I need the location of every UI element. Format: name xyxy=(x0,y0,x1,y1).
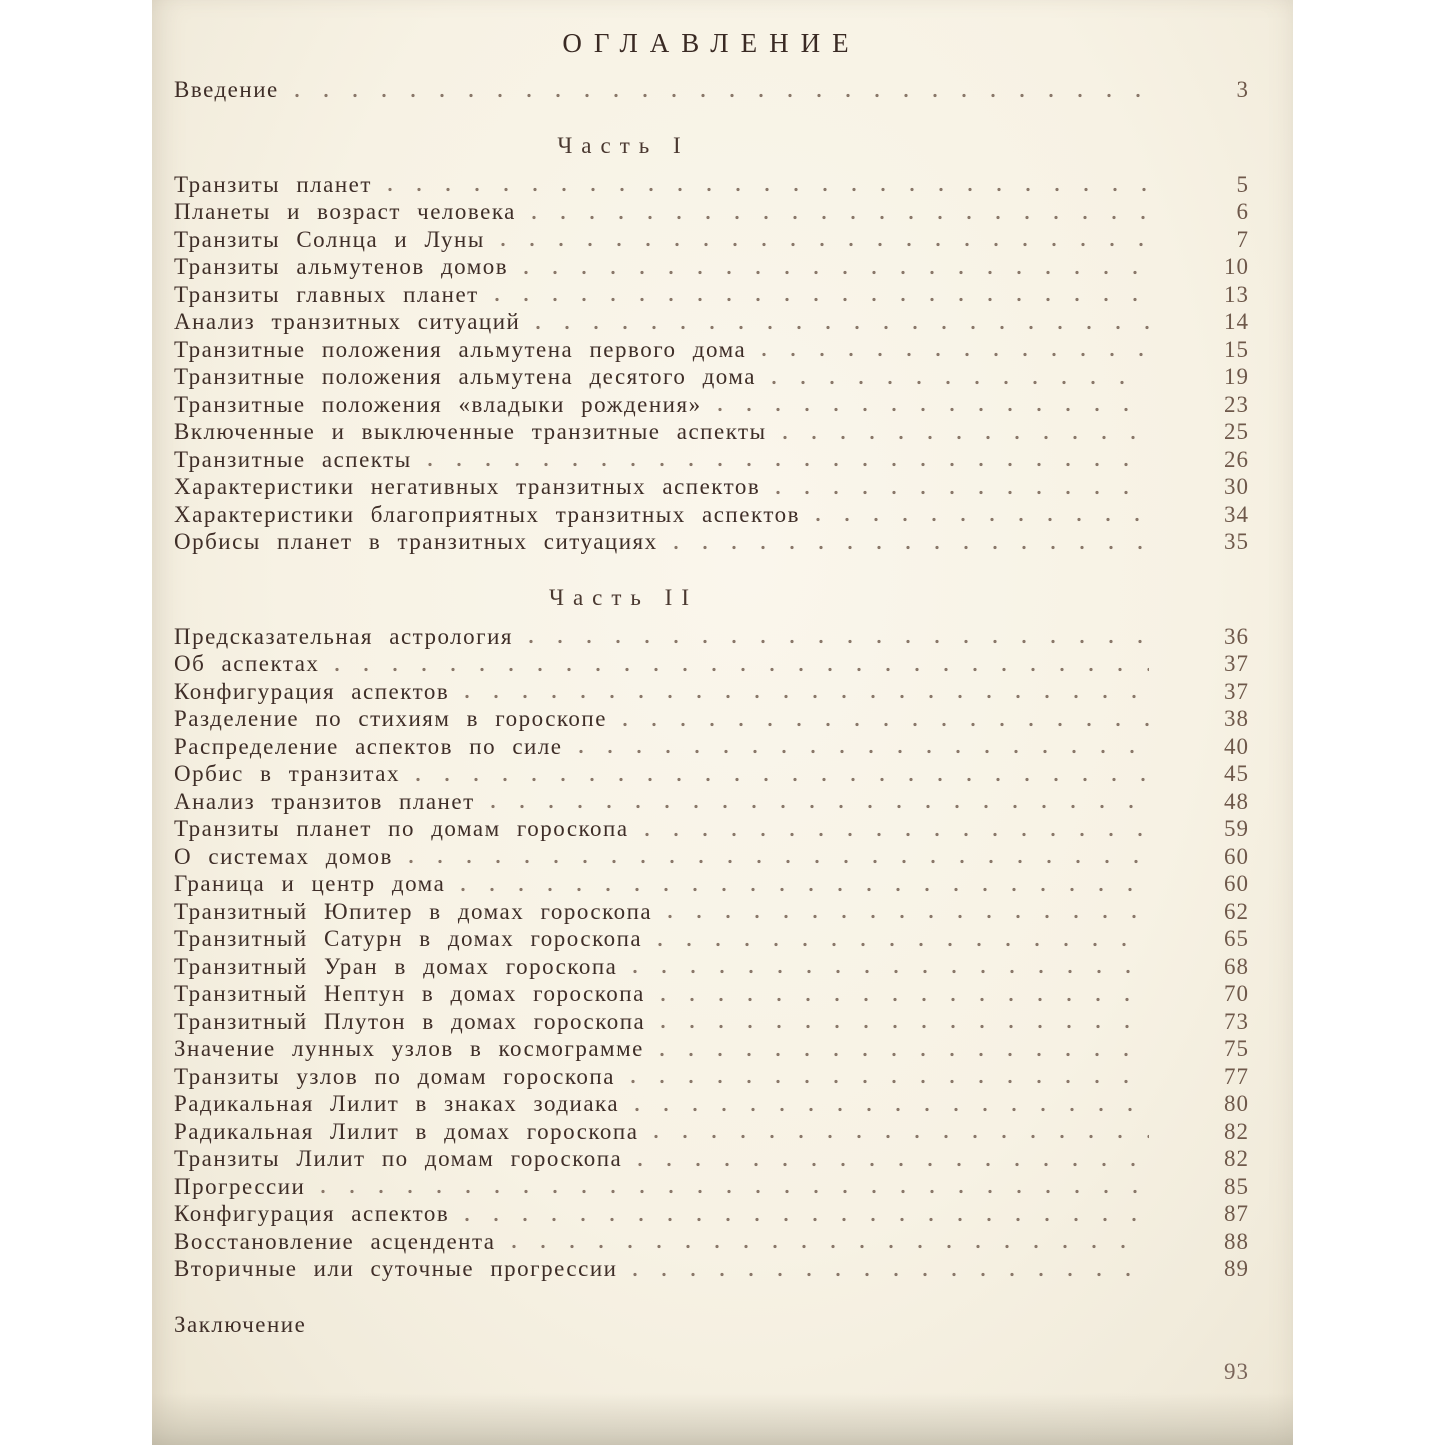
toc-entry-title: Анализ транзитных ситуаций xyxy=(174,309,521,334)
dot-leader xyxy=(579,749,1149,754)
toc-entry-title: Транзиты Лилит по домам гороскопа xyxy=(174,1146,623,1171)
toc-entry-page: 19 xyxy=(1224,364,1249,389)
dot-leader xyxy=(416,777,1149,782)
toc-entry-title: Об аспектах xyxy=(174,651,320,676)
dot-leader xyxy=(335,667,1149,672)
toc-entry-page: 89 xyxy=(1224,1256,1249,1281)
toc-entry-page: 59 xyxy=(1224,816,1249,841)
toc-entry xyxy=(174,529,1249,557)
toc-entry-title: Транзиты планет по домам гороскопа xyxy=(174,816,629,841)
toc-entry-title: Транзитный Плутон в домах гороскопа xyxy=(174,1008,646,1034)
toc-entry-title: Разделение по стихиям в гороскопе xyxy=(174,706,607,731)
dot-leader xyxy=(491,804,1149,809)
toc-entry-title: Радикальная Лилит в знаках зодиака xyxy=(174,1091,620,1116)
table-of-contents xyxy=(152,0,1293,1385)
part2-heading: Часть II xyxy=(549,584,698,610)
toc-entry xyxy=(174,1009,1249,1037)
toc-entry-title: Транзитные положения альмутена десятого дома xyxy=(174,364,756,389)
toc-entry-page: 93 xyxy=(1224,1359,1249,1384)
toc-entry xyxy=(174,871,1249,899)
toc-entry-conclusion xyxy=(174,1312,1249,1340)
dot-leader xyxy=(645,832,1149,837)
dot-leader xyxy=(674,545,1149,550)
toc-entry-title: Граница и центр дома xyxy=(174,871,446,896)
toc-entry xyxy=(174,337,1249,365)
toc-entry-page: 85 xyxy=(1224,1173,1249,1199)
toc-entry-title: О системах домов xyxy=(174,843,393,869)
dot-leader xyxy=(495,297,1149,302)
toc-entry xyxy=(174,1256,1249,1284)
dot-leader xyxy=(461,887,1149,892)
dot-leader xyxy=(762,352,1149,357)
toc-entry xyxy=(174,1119,1249,1147)
toc-entry xyxy=(174,227,1249,255)
toc-entry-page: 15 xyxy=(1224,336,1249,362)
toc-entry xyxy=(174,392,1249,420)
dot-leader xyxy=(772,380,1149,385)
toc-entry xyxy=(174,651,1249,679)
toc-entry-title: Распределение аспектов по силе xyxy=(174,733,563,759)
dot-leader xyxy=(631,1079,1149,1084)
toc-entry xyxy=(174,282,1249,310)
toc-entry-page: 82 xyxy=(1224,1146,1249,1171)
toc-entry-title: Транзиты альмутенов домов xyxy=(174,254,509,279)
dot-leader xyxy=(524,270,1149,275)
dot-leader xyxy=(660,1052,1149,1057)
toc-entry-page: 82 xyxy=(1224,1118,1249,1144)
toc-entry xyxy=(174,447,1249,475)
toc-entry-page: 30 xyxy=(1224,474,1249,499)
dot-leader xyxy=(658,942,1149,947)
dot-leader xyxy=(638,1162,1149,1167)
toc-entry-title: Транзиты планет xyxy=(174,171,372,197)
toc-entry xyxy=(174,926,1249,954)
toc-entry-page: 23 xyxy=(1224,391,1249,417)
toc-entry-title: Значение лунных узлов в космограмме xyxy=(174,1036,644,1061)
toc-entry-page: 73 xyxy=(1224,1008,1249,1034)
dot-leader xyxy=(532,215,1149,220)
toc-entry-title: Включенные и выключенные транзитные аспекты xyxy=(174,419,767,444)
toc-entry xyxy=(174,1064,1249,1092)
toc-entry xyxy=(174,1091,1249,1119)
toc-entry-title: Транзитный Нептун в домах гороскопа xyxy=(174,981,645,1006)
dot-leader xyxy=(661,1024,1149,1029)
dot-leader xyxy=(783,435,1149,440)
toc-entry-page: 75 xyxy=(1224,1036,1249,1061)
toc-entry-title: Транзиты главных планет xyxy=(174,281,479,307)
toc-entry xyxy=(174,789,1249,817)
dot-leader xyxy=(409,859,1149,864)
dot-leader xyxy=(536,325,1149,330)
toc-entry-title: Вторичные или суточные прогрессии xyxy=(174,1256,618,1281)
toc-entry-page: 45 xyxy=(1224,761,1249,786)
dot-leader xyxy=(668,914,1149,919)
toc-entry-title: Прогрессии xyxy=(174,1173,306,1199)
toc-entry-page: 10 xyxy=(1224,254,1249,279)
dot-leader xyxy=(465,1217,1149,1222)
toc-entry-page: 48 xyxy=(1224,788,1249,814)
toc-entry-page: 37 xyxy=(1224,678,1249,704)
toc-entry-page: 3 xyxy=(1236,77,1249,102)
toc-entry xyxy=(174,199,1249,227)
toc-entry-title: Заключение xyxy=(174,1311,307,1337)
toc-entry-title: Транзитные аспекты xyxy=(174,446,412,472)
toc-entry xyxy=(174,954,1249,982)
toc-entry-title: Транзитные положения альмутена первого дома xyxy=(174,336,747,362)
toc-entry-title: Введение xyxy=(174,77,279,102)
toc-entry xyxy=(174,1174,1249,1202)
dot-leader xyxy=(623,722,1149,727)
dot-leader xyxy=(465,694,1149,699)
toc-entry xyxy=(174,734,1249,762)
toc-entry-title: Восстановление асцендента xyxy=(174,1228,496,1254)
toc-entry xyxy=(174,1229,1249,1257)
toc-entry-page: 5 xyxy=(1236,171,1249,197)
toc-entry-title: Анализ транзитов планет xyxy=(174,788,475,814)
toc-entry-page: 35 xyxy=(1224,529,1249,554)
toc-entry xyxy=(174,254,1249,282)
dot-leader xyxy=(635,1107,1149,1112)
toc-entry xyxy=(174,624,1249,652)
dot-leader xyxy=(428,462,1149,467)
toc-entry-title: Транзитный Юпитер в домах гороскопа xyxy=(174,898,653,924)
toc-entry xyxy=(174,1146,1249,1174)
dot-leader xyxy=(661,997,1149,1002)
toc-part1-list xyxy=(174,172,1249,557)
toc-entry-title: Транзитный Сатурн в домах гороскопа xyxy=(174,926,643,951)
toc-part2-list xyxy=(174,624,1249,1284)
toc-entry-page: 40 xyxy=(1224,733,1249,759)
toc-entry-title: Транзиты узлов по домам гороскопа xyxy=(174,1063,615,1089)
dot-leader xyxy=(512,1244,1149,1249)
dot-leader xyxy=(816,517,1149,522)
toc-entry-page: 7 xyxy=(1236,226,1249,252)
toc-entry-title: Конфигурация аспектов xyxy=(174,1201,450,1226)
toc-entry-title: Планеты и возраст человека xyxy=(174,199,516,224)
toc-entry-title: Характеристики благоприятных транзитных аспектов xyxy=(174,501,800,527)
toc-entry-page: 62 xyxy=(1224,898,1249,924)
toc-entry xyxy=(174,679,1249,707)
dot-leader xyxy=(633,969,1149,974)
toc-entry xyxy=(174,899,1249,927)
dot-leader xyxy=(718,407,1149,412)
book-page xyxy=(152,0,1293,1445)
page-title: ОГЛАВЛЕНИЕ xyxy=(562,28,861,58)
toc-entry xyxy=(174,419,1249,447)
toc-entry xyxy=(174,172,1249,200)
toc-entry-page: 14 xyxy=(1224,309,1249,334)
dot-leader xyxy=(633,1272,1149,1277)
toc-entry-page: 38 xyxy=(1224,706,1249,731)
toc-entry-page: 65 xyxy=(1224,926,1249,951)
dot-leader xyxy=(321,1189,1149,1194)
toc-entry xyxy=(174,1201,1249,1229)
toc-entry-page: 34 xyxy=(1224,501,1249,527)
toc-entry xyxy=(174,502,1249,530)
toc-entry-page: 13 xyxy=(1224,281,1249,307)
toc-entry-page: 80 xyxy=(1224,1091,1249,1116)
toc-entry xyxy=(174,981,1249,1009)
toc-entry xyxy=(174,1036,1249,1064)
toc-entry-intro xyxy=(174,77,1249,105)
toc-entry-page: 77 xyxy=(1224,1063,1249,1089)
dot-leader xyxy=(295,93,1149,98)
toc-entry-title: Предсказательная астрология xyxy=(174,623,513,649)
toc-entry xyxy=(174,816,1249,844)
dot-leader xyxy=(501,242,1149,247)
toc-entry-title: Транзитные положения «владыки рождения» xyxy=(174,391,702,417)
toc-entry-page: 87 xyxy=(1224,1201,1249,1226)
toc-entry-title: Характеристики негативных транзитных аспектов xyxy=(174,474,761,499)
toc-entry-page: 60 xyxy=(1224,871,1249,896)
toc-entry-title: Транзитный Уран в домах гороскопа xyxy=(174,953,618,979)
toc-entry xyxy=(174,364,1249,392)
toc-entry xyxy=(174,844,1249,872)
toc-entry-page: 26 xyxy=(1224,446,1249,472)
toc-entry xyxy=(174,706,1249,734)
dot-leader xyxy=(529,639,1149,644)
dot-leader xyxy=(654,1134,1149,1139)
toc-entry-title: Радикальная Лилит в домах гороскопа xyxy=(174,1118,639,1144)
toc-entry-page: 68 xyxy=(1224,953,1249,979)
toc-entry-page: 88 xyxy=(1224,1228,1249,1254)
dot-leader xyxy=(776,490,1149,495)
toc-entry-page: 70 xyxy=(1224,981,1249,1006)
dot-leader xyxy=(388,187,1149,192)
toc-entry-page: 37 xyxy=(1224,651,1249,676)
toc-entry-page: 36 xyxy=(1224,623,1249,649)
toc-entry-title: Транзиты Солнца и Луны xyxy=(174,226,485,252)
toc-entry-title: Орбисы планет в транзитных ситуациях xyxy=(174,529,658,554)
toc-entry-page: 60 xyxy=(1224,843,1249,869)
toc-entry-page: 6 xyxy=(1236,199,1249,224)
part1-heading: Часть I xyxy=(557,132,690,158)
toc-entry xyxy=(174,474,1249,502)
toc-entry-page: 25 xyxy=(1224,419,1249,444)
toc-entry-title: Орбис в транзитах xyxy=(174,761,400,786)
conclusion-page-row xyxy=(174,1359,1249,1385)
toc-entry-title: Конфигурация аспектов xyxy=(174,678,450,704)
toc-entry xyxy=(174,309,1249,337)
toc-entry xyxy=(174,761,1249,789)
